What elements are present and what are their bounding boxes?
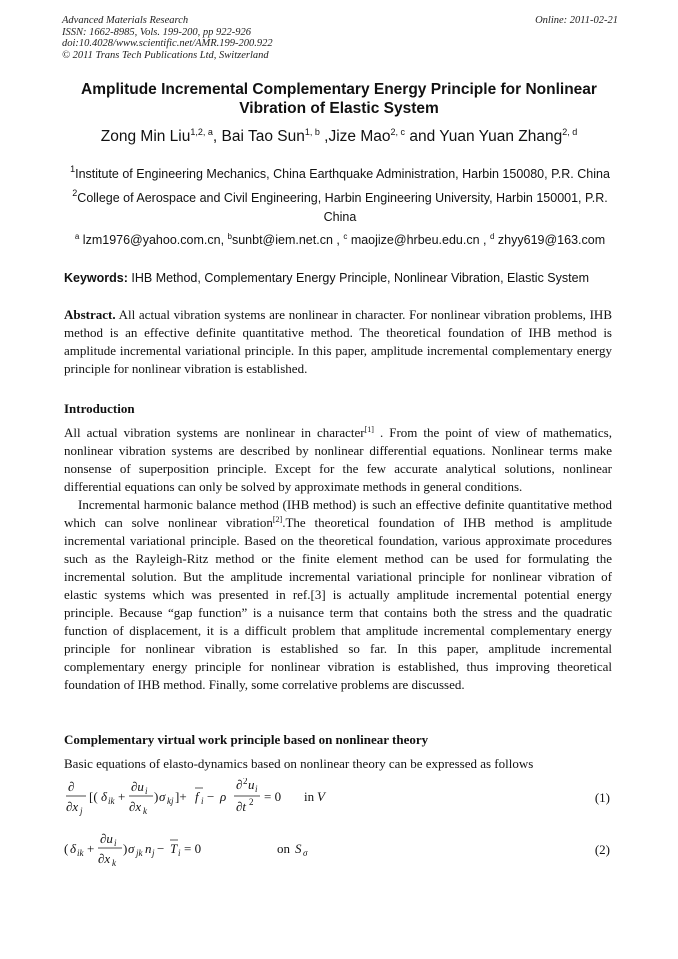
svg-text:∂x: ∂x [66,799,79,814]
email-separator: , [220,233,228,247]
svg-text:−: − [157,841,165,856]
svg-text:i: i [114,838,117,848]
svg-text:): ) [154,789,159,804]
svg-text:f: f [195,789,199,804]
author-affiliation-mark: 2, d [562,127,578,137]
keywords-text: IHB Method, Complementary Energy Principle, Nonlinear Vibration, Elastic System [127,271,589,285]
author-name: Yuan Yuan Zhang [439,128,563,145]
eq2-domain-var: S [295,841,302,856]
affiliation-1 [62,165,618,184]
section-heading-introduction: Introduction [64,401,135,416]
intro-paragraph-1 [64,424,612,496]
svg-text:jk: jk [136,848,143,858]
affiliation-text: College of Aerospace and Civil Engineering, Harbin Engineering University, Harbin 150001, P.R. China [77,191,608,224]
email-separator: , [332,233,344,247]
author-name: Zong Min Liu [100,128,191,145]
svg-text:k: k [143,806,147,816]
svg-text:= 0: = 0 [264,789,282,804]
section2-text: Basic equations of elasto-dynamics based on nonlinear theory can be expressed as follows [64,756,534,771]
eq1-domain: in [304,789,315,804]
online-date: Online: 2011-02-21 [535,15,618,26]
journal-name: Advanced Materials Research [62,15,189,26]
citation-1: [1] [364,425,374,434]
author-affiliation-mark: 1,2, a [190,127,213,137]
eq1-domain-var: V [317,789,325,804]
abstract-label: Abstract. [64,307,116,322]
equation-1 [64,778,612,818]
email-address[interactable]: sunbt@iem.net.cn [231,233,333,247]
svg-text:i: i [178,848,181,858]
svg-text:σ: σ [159,789,166,804]
affiliation-mark: 2 [72,188,78,198]
email-mark: b [227,232,232,241]
svg-text:): ) [123,841,128,856]
svg-text:= 0: = 0 [184,841,202,856]
title-line-2: Vibration of Elastic System [239,100,439,117]
section-heading-complementary: Complementary virtual work principle based on nonlinear theory [64,732,429,747]
svg-text:]+: ]+ [175,789,187,804]
svg-text:∂x: ∂x [98,851,111,866]
equation-2 [64,830,612,870]
svg-text:∂t: ∂t [236,799,247,814]
email-address[interactable]: zhyy619@163.com [497,233,606,247]
affiliation-text: Institute of Engineering Mechanics, China Earthquake Administration, Harbin 150080, P.R. China [75,167,610,181]
abstract [64,306,612,378]
svg-text:[(: [( [89,789,98,804]
svg-text:∂u: ∂u [100,831,113,846]
author-separator: , [319,128,329,145]
svg-text:kj: kj [167,796,174,806]
svg-text:∂u: ∂u [131,779,144,794]
svg-text:2: 2 [249,797,254,807]
author-list [40,127,638,147]
author-name: Jize Mao [328,128,391,145]
affiliation-2 [62,189,618,227]
svg-text:−: − [207,789,215,804]
svg-text:n: n [145,841,152,856]
intro-paragraph-2 [64,496,612,694]
equation-1-number: (1) [594,790,610,805]
svg-text:(: ( [64,841,69,856]
svg-text:i: i [145,786,148,796]
equation-1-formula [64,778,484,818]
svg-text:δ: δ [70,841,77,856]
svg-text:+: + [87,841,95,856]
svg-text:2: 2 [243,778,248,786]
author-emails [62,232,618,248]
email-address[interactable]: lzm1976@yahoo.com.cn [82,233,221,247]
svg-text:∂: ∂ [68,779,75,794]
author-separator: and [405,128,440,145]
intro-text: .The theoretical foundation of IHB method is amplitude incremental variational principle. Based on the theoretical foundation, various approximate procedures such as the Rayleigh-Ritz method or the finite element method can be used for formulating the incremental solution. But the amplitude incremental variational principle for nonlinear vibration of elastic systems which was presented in ref.[3] is actually amplitude incremental potential energy principle. Because “gap function” is a nuisance term that contains both the stress and the quadratic function of displacement, it is a difficult problem that amplitude incremental complementary energy principle for nonlinear vibration is established so far. In this paper, amplitude incremental complementary energy principle for nonlinear vibration is established, thus improving theoretical foundation of IHB method. Finally, some correlative problems are discussed. [64,515,612,692]
email-mark: d [489,232,495,241]
svg-text:j: j [152,848,155,858]
svg-text:i: i [201,796,204,806]
email-address[interactable]: maojize@hrbeu.edu.cn [350,233,480,247]
svg-text:ρ: ρ [220,789,227,804]
intro-text: All actual vibration systems are nonlinear in character [64,425,365,440]
svg-text:ik: ik [108,796,115,806]
paper-title [40,80,638,118]
svg-text:j: j [80,806,83,816]
affiliation-mark: 1 [70,164,76,174]
author-affiliation-mark: 1, b [304,127,320,137]
copyright-line: © 2011 Trans Tech Publications Ltd, Switzerland [62,49,269,61]
svg-text:δ: δ [101,789,108,804]
journal-header [62,15,618,61]
svg-text:∂: ∂ [236,778,243,792]
equation-2-formula [64,830,484,870]
doi-line: doi:10.4028/www.scientific.net/AMR.199-200.922 [62,38,273,49]
author-separator: , [212,128,222,145]
email-mark: c [343,232,348,241]
citation-2: [2] [272,515,283,524]
svg-text:ik: ik [77,848,84,858]
svg-text:k: k [112,858,116,868]
author-affiliation-mark: 2, c [390,127,406,137]
svg-text:+: + [118,789,126,804]
email-mark: a [74,232,80,241]
issn-line: ISSN: 1662-8985, Vols. 199-200, pp 922-926 [62,26,251,38]
svg-text:u: u [248,778,255,792]
email-separator: , [479,233,490,247]
svg-text:σ: σ [128,841,135,856]
author-name: Bai Tao Sun [221,128,305,145]
title-line-1: Amplitude Incremental Complementary Energy Principle for Nonlinear [81,81,597,98]
keywords [64,270,616,286]
intro-text: Incremental harmonic balance method (IHB method) is such an effective definite quantitative method which can solve nonlinear vibration [64,497,612,530]
svg-text:T: T [170,841,178,856]
eq2-domain: on [277,841,290,856]
eq2-domain-sub: σ [303,848,308,858]
svg-text:∂x: ∂x [129,799,142,814]
svg-text:i: i [255,784,258,794]
keywords-label: Keywords: [64,271,128,285]
equation-2-number: (2) [594,842,610,857]
intro-text: . From the point of view of mathematics, nonlinear vibration systems are described by nonlinear differential equations. Nonlinear terms make nonsense of superposition principle. Except for the few accurate analytical solutions, nonlinear differential equations can only be solved by approximate methods in general conditions. [64,425,612,494]
abstract-text: All actual vibration systems are nonlinear in character. For nonlinear vibration problems, IHB method is an effective definite quantitative method. The theoretical foundation of IHB method is amplitude incremental variational principle. In this paper, amplitude incremental complementary energy principle for nonlinear vibration is established. [64,307,612,376]
